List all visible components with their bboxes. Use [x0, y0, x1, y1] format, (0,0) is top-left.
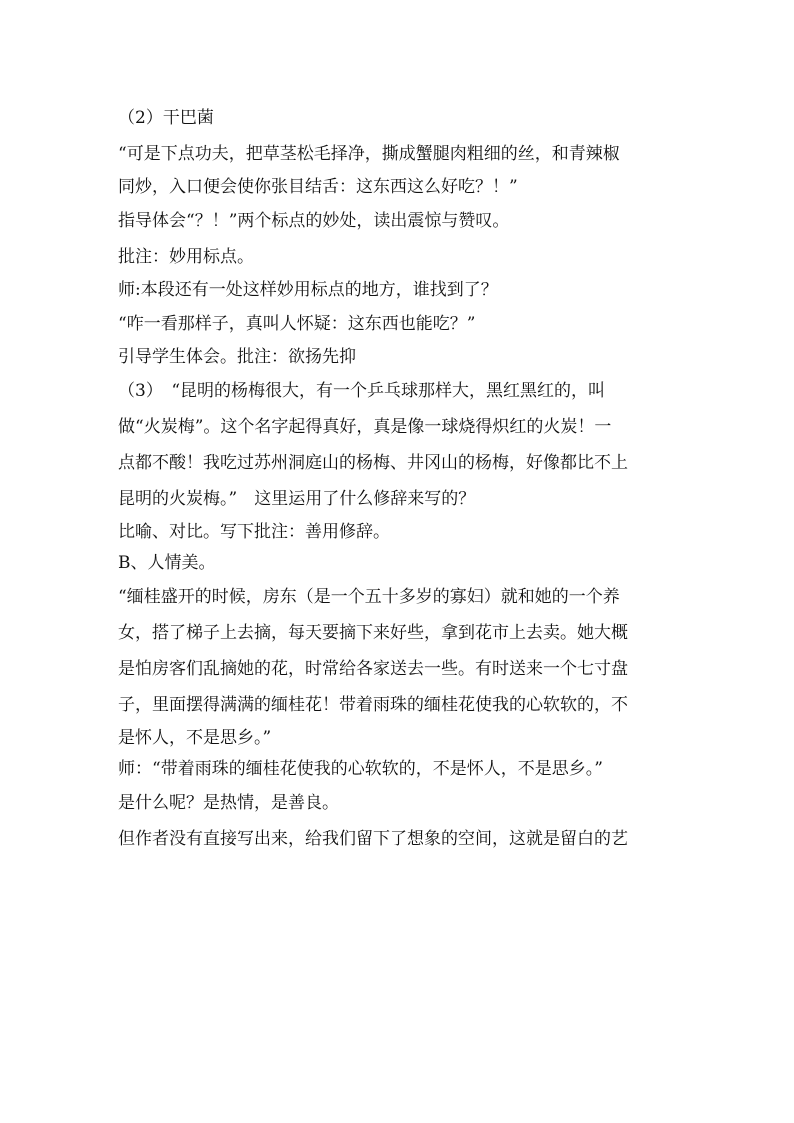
paragraph-line: 但作者没有直接写出来，给我们留下了想象的空间，这就是留白的艺 — [118, 829, 628, 849]
paragraph-line: 是什么呢？是热情，是善良。 — [118, 793, 339, 813]
teacher-line: 师:本段还有一处这样妙用标点的地方，谁找到了？ — [118, 280, 498, 300]
teacher-line: 师：“带着雨珠的缅桂花使我的心软软的，不是怀人，不是思乡。” — [118, 759, 603, 779]
document-body — [118, 100, 686, 857]
annotation-line: 批注：妙用标点。 — [118, 247, 254, 267]
annotation-line: 比喻、对比。写下批注：善用修辞。 — [118, 522, 390, 542]
quote-line: “咋一看那样子，真叫人怀疑：这东西也能吃？” — [118, 314, 476, 334]
quote-line: 女，搭了梯子上去摘，每天要摘下来好些，拿到花市上去卖。她大概 — [118, 623, 628, 643]
section-3-line: （3） “昆明的杨梅很大，有一个乒乓球那样大，黑红黑红的，叫 — [118, 381, 606, 401]
paragraph-line: 昆明的火炭梅。” 这里运用了什么修辞来写的？ — [118, 489, 476, 509]
quote-line: “缅桂盛开的时候，房东（是一个五十多岁的寡妇）就和她的一个养 — [118, 587, 620, 607]
section-heading-ganbajun: （2）干巴菌 — [118, 108, 214, 128]
guidance-line: 指导体会“？！”两个标点的妙处，读出震惊与赞叹。 — [118, 211, 510, 231]
paragraph-line: 点都不酸！我吃过苏州洞庭山的杨梅、井冈山的杨梅，好像都比不上 — [118, 453, 628, 473]
annotation-line: 引导学生体会。批注：欲扬先抑 — [118, 347, 356, 367]
paragraph-line: 做“火炭梅”。这个名字起得真好，真是像一球烧得炽红的火炭！一 — [118, 417, 612, 437]
quote-line: “可是下点功夫，把草茎松毛择净，撕成蟹腿肉粗细的丝，和青辣椒 — [118, 144, 620, 164]
section-heading-b: B、人情美。 — [118, 553, 216, 573]
quote-line: 是怀人，不是思乡。” — [118, 728, 272, 748]
quote-line: 同炒，入口便会使你张目结舌：这东西这么好吃？！” — [118, 177, 518, 197]
quote-line: 是怕房客们乱摘她的花，时常给各家送去一些。有时送来一个七寸盘 — [118, 659, 628, 679]
quote-line: 子，里面摆得满满的缅桂花！带着雨珠的缅桂花使我的心软软的，不 — [118, 695, 628, 715]
